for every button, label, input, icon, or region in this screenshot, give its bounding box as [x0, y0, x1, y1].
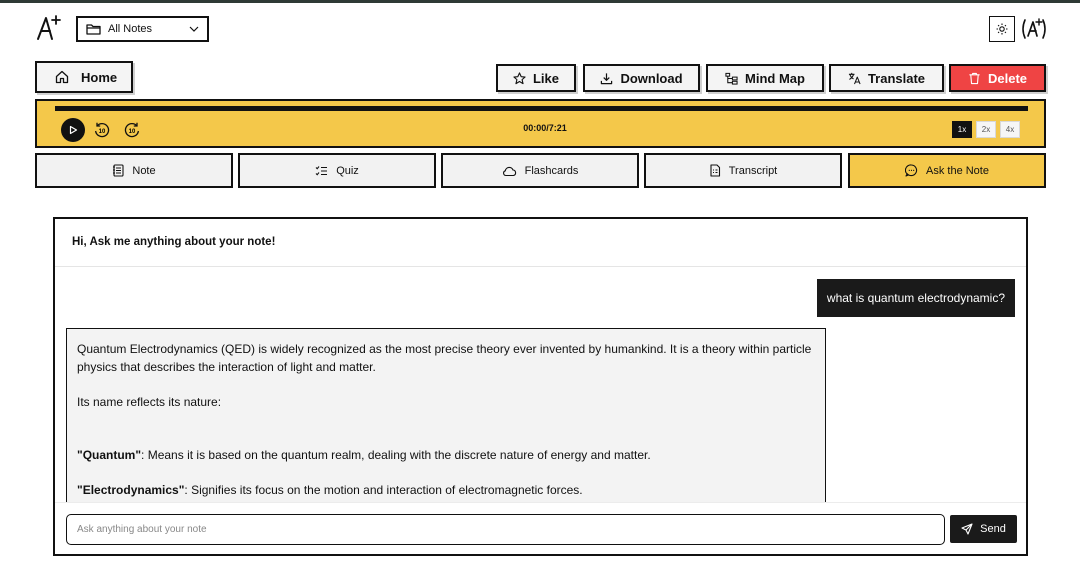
chat-greeting: Hi, Ask me anything about your note!	[55, 219, 1026, 267]
speed-4x-button[interactable]: 4x	[1000, 121, 1020, 138]
mind-map-button-label: Mind Map	[745, 70, 805, 86]
delete-button-label: Delete	[987, 70, 1028, 86]
assistant-paragraph: Its name reflects its nature:	[77, 395, 222, 409]
translate-button-label: Translate	[867, 70, 926, 86]
assistant-list-item	[77, 481, 815, 499]
document-icon	[709, 164, 721, 177]
chevron-down-icon	[189, 23, 199, 35]
tab-quiz[interactable]	[238, 153, 436, 188]
delete-button[interactable]	[949, 64, 1046, 92]
tab-ask-the-note[interactable]	[848, 153, 1046, 188]
home-icon	[55, 70, 69, 84]
cloud-icon	[502, 165, 517, 177]
definition: : Signifies its focus on the motion and interaction of electromagnetic forces.	[184, 483, 583, 497]
tab-ask-the-note-label: Ask the Note	[926, 164, 989, 177]
skip-back-label: 10	[98, 129, 106, 135]
translate-button[interactable]	[829, 64, 944, 92]
skip-forward-button[interactable]	[123, 121, 141, 139]
top-border	[0, 0, 1080, 3]
sun-icon	[996, 23, 1008, 35]
tab-note[interactable]	[35, 153, 233, 188]
note-icon	[112, 164, 124, 177]
tab-flashcards[interactable]	[441, 153, 639, 188]
like-button[interactable]	[496, 64, 576, 92]
playback-time: 00:00/7:21	[523, 123, 567, 133]
term: "Electrodynamics"	[77, 483, 185, 497]
home-button[interactable]	[35, 61, 133, 93]
progress-bar[interactable]	[55, 106, 1028, 111]
speed-1x-button[interactable]: 1x	[952, 121, 972, 138]
a-plus-logo-icon[interactable]	[35, 13, 65, 43]
assistant-paragraph: Quantum Electrodynamics (QED) is widely recognized as the most precise theory ever invented by humankind. It is a theory within particle physics that describes the interaction of light and matter.	[77, 342, 812, 374]
like-button-label: Like	[532, 70, 559, 86]
send-button[interactable]	[950, 515, 1017, 543]
folder-select[interactable]	[76, 16, 209, 42]
speed-2x-button[interactable]: 2x	[976, 121, 996, 138]
skip-back-button[interactable]	[93, 121, 111, 139]
tab-note-label: Note	[132, 164, 156, 177]
assistant-list-item	[77, 446, 815, 464]
tab-transcript[interactable]	[644, 153, 842, 188]
trash-icon	[968, 72, 981, 85]
chat-input-bar	[55, 502, 1026, 554]
audio-player	[35, 99, 1046, 148]
mind-map-icon	[725, 72, 738, 85]
tab-flashcards-label: Flashcards	[524, 164, 579, 177]
skip-forward-label: 10	[128, 129, 136, 135]
home-button-label: Home	[81, 69, 118, 85]
theme-toggle-button[interactable]	[989, 16, 1015, 42]
term: "Quantum"	[77, 448, 142, 462]
play-icon	[68, 125, 78, 135]
download-button[interactable]	[583, 64, 700, 92]
a-plus-avatar-icon[interactable]	[1020, 15, 1048, 43]
tab-transcript-label: Transcript	[728, 164, 778, 177]
definition: : Means it is based on the quantum realm, dealing with the discrete nature of energy and matter.	[141, 448, 651, 462]
forward-10-icon	[123, 121, 141, 139]
mind-map-button[interactable]	[706, 64, 824, 92]
download-icon	[600, 72, 613, 85]
assistant-message	[66, 328, 826, 528]
chat-input[interactable]	[66, 514, 945, 545]
rewind-10-icon	[93, 121, 111, 139]
checklist-icon	[315, 165, 328, 177]
chat-bubble-icon	[905, 164, 918, 177]
spacer	[77, 428, 815, 446]
translate-icon	[848, 72, 861, 85]
star-icon	[513, 72, 526, 85]
send-icon	[961, 523, 973, 535]
chat-panel	[53, 217, 1028, 556]
download-button-label: Download	[620, 70, 683, 86]
play-button[interactable]	[61, 118, 85, 142]
folder-select-value: All Notes	[108, 23, 153, 35]
folder-icon	[86, 23, 101, 35]
user-message: what is quantum electrodynamic?	[817, 279, 1015, 317]
tab-quiz-label: Quiz	[336, 164, 359, 177]
send-button-label: Send	[980, 523, 1006, 535]
